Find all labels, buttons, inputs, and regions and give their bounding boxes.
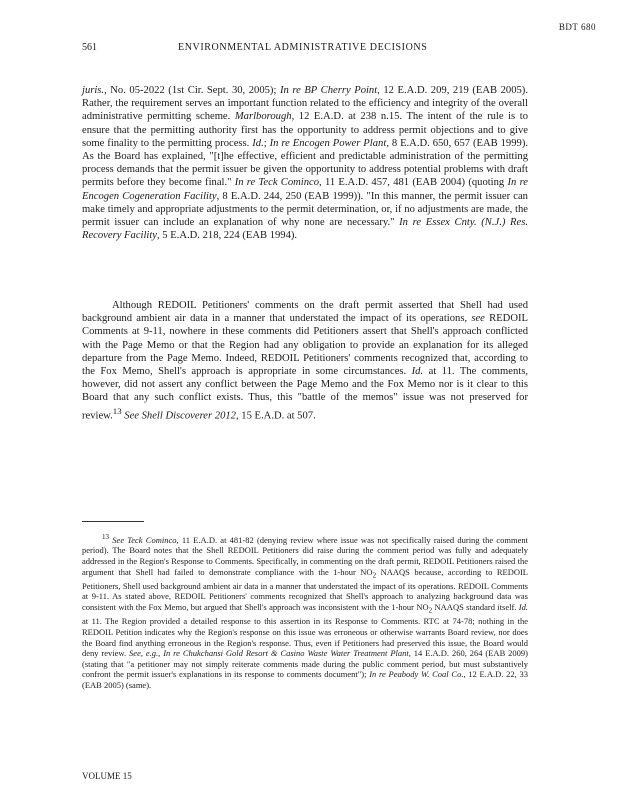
citation-text: In re BP Cherry Point xyxy=(279,85,378,96)
citation-text: see xyxy=(471,313,485,325)
paragraph-1 xyxy=(82,84,528,242)
text-run: , 11 E.A.D. at 481-82 (denying review where issue was not specifically raised during the comment period). The Board notes that the Shell REDOIL Petitioners did raise during the comment period was fully and adequately addressed in the Region's Response to Comments. Specifically, in commenting on the draft permit, REDOIL Petitioners raised the argument that Shell had failed to demonstrate compliance with the 1-hour NO xyxy=(82,534,528,577)
citation-text: Marlborough xyxy=(234,111,292,123)
text-run: REDOIL Comments at 9-11, nowhere in these comments did Petitioners assert that Shell's approach conflicted with the Page Memo or that the Region had any obligation to provide an explanation for its alleged departure from the Page Memo. Indeed, REDOIL Petitioners' comments recognized that, according to the Fox Memo, Shell's approach is appropriate in some circumstances. xyxy=(82,313,528,378)
footnote-separator xyxy=(82,521,144,522)
text-run: , 11 E.A.D. 457, 481 (EAB 2004) (quoting xyxy=(319,177,508,189)
footnote-13 xyxy=(82,532,528,691)
citation-text: In re Teck Cominco xyxy=(234,177,320,189)
page-footer: VOLUME 15 xyxy=(82,771,132,781)
page-number: 561 xyxy=(82,42,97,53)
running-head: ENVIRONMENTAL ADMINISTRATIVE DECISIONS xyxy=(178,42,428,53)
text-run: , 5 E.A.D. 218, 224 (EAB 1994). xyxy=(157,230,298,242)
text-run: NAAQS because, according to REDOIL Petitioners, Shell used background ambient air data in a manner that understated the impact of its operations. REDOIL Comments at 9-11. As stated above, REDOIL Petitioners' comments recognized that Shell's approach to analyzing background data was consistent with the Fox Memo, but argued that Shell's approach was inconsistent with the 1-hour NO xyxy=(82,566,528,613)
text-run: 2 xyxy=(372,571,377,580)
text-run: at 11. The Region provided a detailed response to this assertion in its Response to Comments. RTC at 74-78; nothing in the REDOIL Petition indicates why the Region's response on this issue was erroneous or otherwise warrants Board review, nor does the Board find anything erroneous in the Region's response. Thus, even if Petitioners had preserved this issue, the Board would deny review. xyxy=(82,616,528,659)
paragraph-2 xyxy=(82,299,528,422)
text-run: , 8 E.A.D. 244, 250 (EAB 1999)). "In this manner, the permit issuer can make timely and appropriate adjustments to the permit determination, or, if no adjustments are made, the permit issuer can include an explanation of why none are necessary." xyxy=(82,190,528,229)
citation-text: See Shell Discoverer 2012 xyxy=(124,410,236,422)
citation-text: In re Encogen Power Plant xyxy=(269,137,387,149)
text-run: , 12 E.A.D. at 238 n.15. The intent of the rule is to ensure that the permitting authority first has the opportunity to address permit objections and to give some finality to the permitting process. xyxy=(82,111,528,149)
text-run: ; xyxy=(263,137,270,149)
text-run: , 8 E.A.D. 650, 657 (EAB 1999). As the Board has explained, "[t]he effective, efficient and predictable administration of the permitting process demands that the permit issuer be given the opportunity to address potential problems with draft permits before they become final." xyxy=(82,137,528,189)
text-run: 2 xyxy=(428,606,433,615)
citation-text: Id. xyxy=(252,137,264,149)
text-run: , 12 E.A.D. 209, 219 (EAB 2005). Rather, the requirement serves an important function related to the efficiency and integrity of the overall administrative permitting scheme. xyxy=(82,85,528,123)
citation-text: Id. xyxy=(518,602,528,613)
text-run: at 11. The comments, however, did not assert any conflict between the Page Memo and the Fox Memo nor is it clear to this Board that any such conflict exists. Thus, this "battle of the memos" issue was not preserved for review. xyxy=(82,366,528,422)
text-run: , 12 E.A.D. 22, 33 (EAB 2005) (same). xyxy=(82,669,528,690)
text-run: NAAQS standard itself. xyxy=(432,602,519,613)
citation-text: Id. xyxy=(411,366,424,378)
citation-text: In re Encogen Cogeneration Facility xyxy=(82,177,529,202)
citation-text: juris. xyxy=(82,85,105,96)
text-run: , 14 E.A.D. 260, 264 (EAB 2009) (stating that "a petitioner may not simply reiterate comments made during the public comment period, but must substantively confront the permit issuer's explanations in its response to comments document"); xyxy=(82,648,528,680)
footnote-marker: 13 xyxy=(102,533,110,541)
footnote-marker: 13 xyxy=(112,405,122,416)
citation-text: See Teck Cominco xyxy=(112,534,177,545)
citation-text: In re Peabody W. Coal Co. xyxy=(369,669,464,680)
text-run: , 15 E.A.D. at 507. xyxy=(235,410,316,422)
citation-text: See, e.g., In re Chukchansi Gold Resort & Casino Waste Water Treatment Plant xyxy=(129,648,409,659)
text-run: , No. 05-2022 (1st Cir. Sept. 30, 2005); xyxy=(104,85,280,96)
docket-code: BDT 680 xyxy=(558,22,596,32)
text-run: Although REDOIL Petitioners' comments on the draft permit asserted that Shell had used background ambient air data in a manner that understated the impact of its operations, xyxy=(82,300,528,325)
citation-text: In re Essex Cnty. (N.J.) Res. Recovery Facility xyxy=(82,217,528,242)
